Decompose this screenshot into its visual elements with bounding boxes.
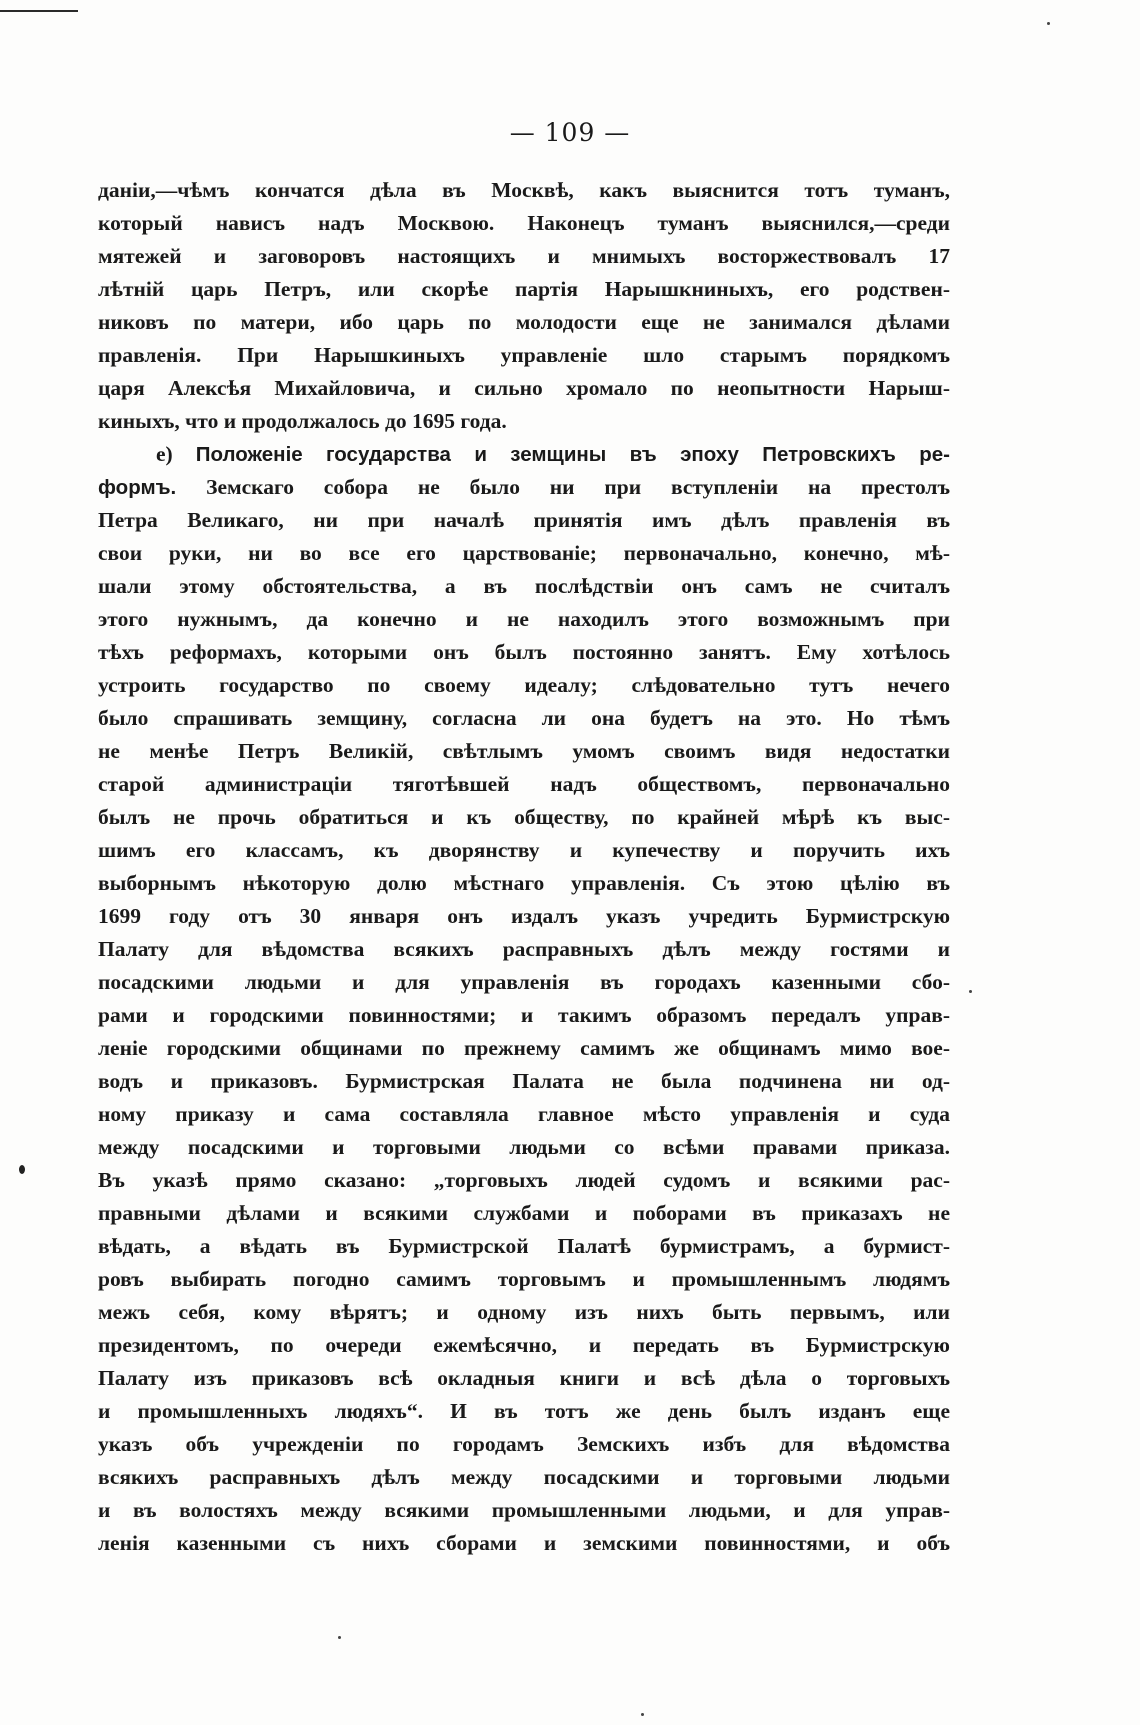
text-line: старой администрацiи тяготѣвшей надъ обществомъ, первоначально	[98, 772, 950, 796]
text-line: правными дѣлами и всякими службами и поборами въ приказахъ не	[98, 1201, 950, 1225]
scan-speck	[969, 990, 972, 993]
text-line: вѣдать, а вѣдать въ Бурмистрской Палатѣ бурмистрамъ, а бурмист-	[98, 1234, 950, 1258]
margin-ink-dot	[19, 1165, 25, 1174]
text-line: царя Алексѣя Михайловича, и сильно хромало по неопытности Нарыш-	[98, 376, 950, 400]
section-heading-end: формъ.	[98, 476, 177, 499]
section-label: е)	[156, 442, 173, 466]
text-line: Въ указѣ прямо сказано: „торговыхъ людей судомъ и всякими рас-	[98, 1168, 950, 1192]
text-line: лѣтнiй царь Петръ, или скорѣе партiя Нарышкниныхъ, его родствен-	[98, 277, 950, 301]
text-line: былъ не прочь обратиться и къ обществу, по крайней мѣрѣ къ выс-	[98, 805, 950, 829]
text-line: тѣхъ реформахъ, которыми онъ былъ постоянно занятъ. Ему хотѣлось	[98, 640, 950, 664]
text-line: ленiе городскими общинами по прежнему самимъ же общинамъ мимо вое-	[98, 1036, 950, 1060]
text-line: всякихъ расправныхъ дѣлъ между посадскими и торговыми людьми	[98, 1465, 950, 1489]
text-line: было спрашивать земщину, согласна ли она будетъ на это. Но тѣмъ	[98, 706, 950, 730]
text-line: ному приказу и сама составляла главное мѣсто управленiя и суда	[98, 1102, 950, 1126]
scan-speck	[338, 1636, 341, 1639]
text-line: указъ объ учрежденiи по городамъ Земскихъ избъ для вѣдомства	[98, 1432, 950, 1456]
text-line: посадскими людьми и для управленiя въ городахъ казенными сбо-	[98, 970, 950, 994]
text-line: Палату изъ приказовъ всѣ окладныя книги и всѣ дѣла о торговыхъ	[98, 1366, 950, 1390]
text-line: который нависъ надъ Москвою. Наконецъ туманъ выяснился,—среди	[98, 211, 950, 235]
text-line: Палату для вѣдомства всякихъ расправныхъ дѣлъ между гостями и	[98, 937, 950, 961]
text-line: правленiя. При Нарышкиныхъ управленiе шло старымъ порядкомъ	[98, 343, 950, 367]
text-line: свои руки, ни во все его царствованiе; первоначально, конечно, мѣ-	[98, 541, 950, 565]
scan-corner-mark	[0, 0, 78, 12]
text-line	[98, 471, 950, 504]
text-line: водъ и приказовъ. Бурмистрская Палата не была подчинена ни од-	[98, 1069, 950, 1093]
text-line: мятежей и заговоровъ настоящихъ и мнимыхъ восторжествовалъ 17	[98, 244, 950, 268]
text-line: и въ волостяхъ между всякими промышленными людьми, и для управ-	[98, 1498, 950, 1522]
scan-speck	[641, 1713, 644, 1716]
text-line: не менѣе Петръ Великiй, свѣтлымъ умомъ своимъ видя недостатки	[98, 739, 950, 763]
text-line: ровъ выбирать погодно самимъ торговымъ и промышленнымъ людямъ	[98, 1267, 950, 1291]
text-line: шали этому обстоятельства, а въ послѣдствiи онъ самъ не считалъ	[98, 574, 950, 598]
text-line: устроить государство по своему идеалу; слѣдовательно тутъ нечего	[98, 673, 950, 697]
text-line: межъ себя, кому вѣрятъ; и одному изъ нихъ быть первымъ, или	[98, 1300, 950, 1324]
text-line: киныхъ, что и продолжалось до 1695 года.	[98, 409, 507, 433]
section-heading: Положенiе государства и земщины въ эпоху Петровскихъ ре-	[195, 443, 950, 466]
section-heading-line	[98, 438, 950, 471]
section-first-line-rest: Земскаго собора не было ни при вступленiи на престолъ	[206, 475, 950, 499]
text-line: этого нужнымъ, да конечно и не находилъ этого возможнымъ при	[98, 607, 950, 631]
scan-speck	[1047, 22, 1050, 25]
text-line: 1699 году отъ 30 января онъ издалъ указъ учредить Бурмистрскую	[98, 904, 950, 928]
text-line: Петра Великаго, ни при началѣ принятiя имъ дѣлъ правленiя въ	[98, 508, 950, 532]
body-text	[98, 174, 950, 1560]
text-line: между посадскими и торговыми людьми со всѣми правами приказа.	[98, 1135, 950, 1159]
text-line: ленiя казенными съ нихъ сборами и земскими повинностями, и объ	[98, 1531, 950, 1555]
text-line: президентомъ, по очереди ежемѣсячно, и передать въ Бурмистрскую	[98, 1333, 950, 1357]
text-line: и промышленныхъ людяхъ“. И въ тотъ же день былъ изданъ еще	[98, 1399, 950, 1423]
text-line: данiи,—чѣмъ кончатся дѣла въ Москвѣ, какъ выяснится тотъ туманъ,	[98, 178, 950, 202]
page-number: — 109 —	[509, 118, 631, 147]
text-line: никовъ по матери, ибо царь по молодости еще не занимался дѣлами	[98, 310, 950, 334]
text-line: шимъ его классамъ, къ дворянству и купечеству и поручить ихъ	[98, 838, 950, 862]
text-line: выборнымъ нѣкоторую долю мѣстнаго управленiя. Съ этою цѣлiю въ	[98, 871, 950, 895]
text-line: рами и городскими повинностями; и такимъ образомъ передалъ управ-	[98, 1003, 950, 1027]
